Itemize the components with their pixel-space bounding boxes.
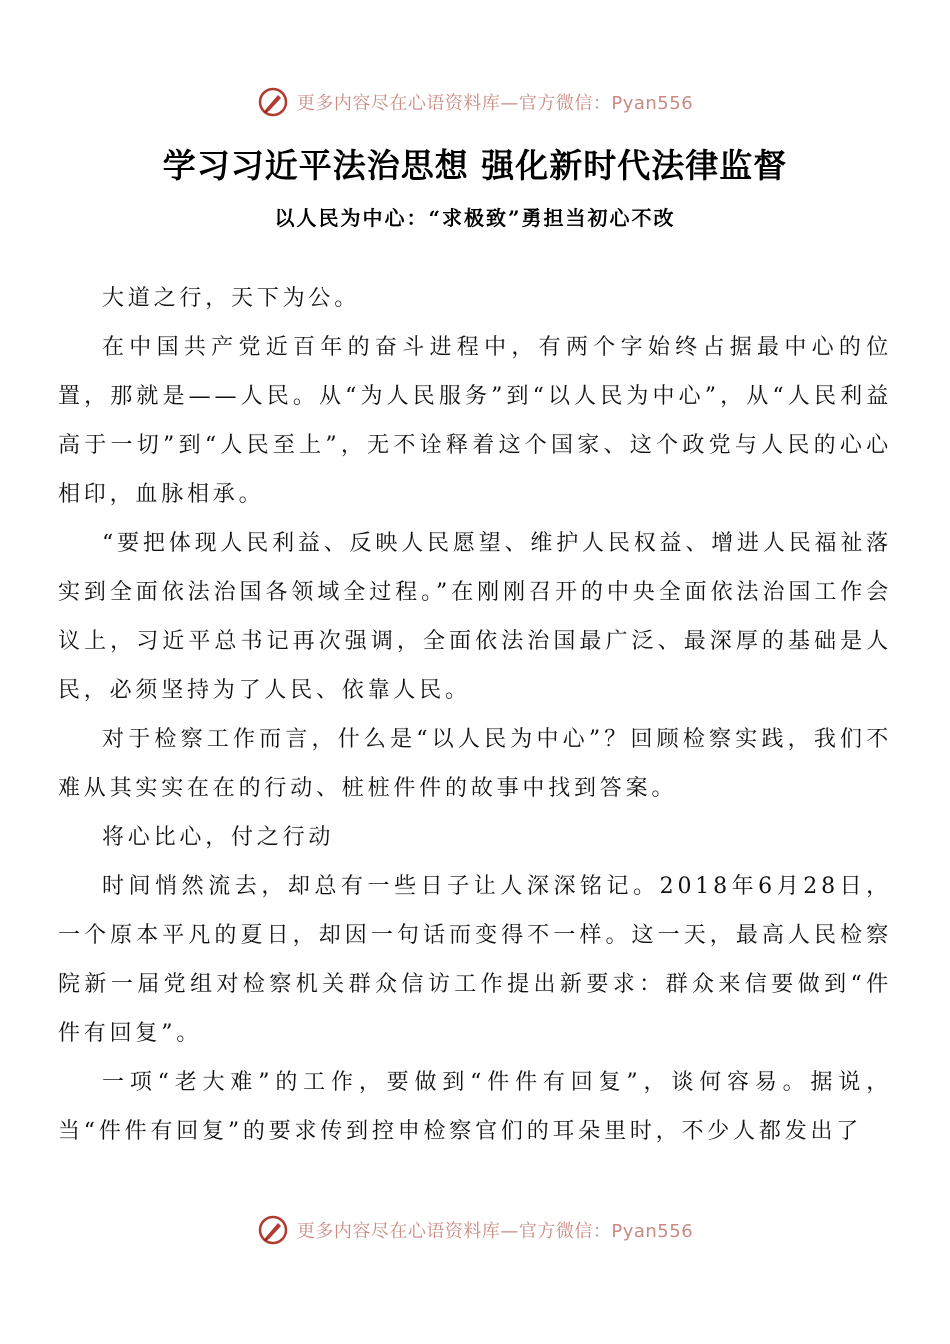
watermark-text: 更多内容尽在心语资料库—官方微信：Pyan556 (296, 93, 694, 114)
paragraph: 一项“老大难”的工作，要做到“件件有回复”，谈何容易。据说，当“件件有回复”的要求传到控申检察官们的耳朵里时，不少人都发出了 (58, 1070, 892, 1144)
paragraph: 大道之行，天下为公。 (102, 286, 361, 311)
watermark-header (0, 82, 950, 122)
paragraph: 时间悄然流去，却总有一些日子让人深深铭记。2018年6月28日，一个原本平凡的夏日，却因一句话而变得不一样。这一天，最高人民检察院新一届党组对检察机关群众信访工作提出新要求：群众来信要做到“件件有回复”。 (58, 874, 892, 1046)
document-subtitle: 以人民为中心：“求极致”勇担当初心不改 (274, 206, 676, 230)
paragraph: “要把体现人民利益、反映人民愿望、维护人民权益、增进人民福祉落实到全面依法治国各领域全过程。”在刚刚召开的中央全面依法治国工作会议上，习近平总书记再次强调，全面依法治国最广泛、最深厚的基础是人民，必须坚持为了人民、依靠人民。 (58, 531, 892, 703)
pen-logo-icon (257, 1214, 289, 1246)
watermark-text: 更多内容尽在心语资料库—官方微信：Pyan556 (296, 1221, 694, 1242)
document-body (58, 274, 892, 1156)
section-heading: 将心比心，付之行动 (102, 825, 335, 850)
paragraph: 在中国共产党近百年的奋斗进程中，有两个字始终占据最中心的位置，那就是——人民。从“为人民服务”到“以人民为中心”，从“人民利益高于一切”到“人民至上”，无不诠释着这个国家、这个政党与人民的心心相印，血脉相承。 (58, 335, 892, 507)
watermark-footer (0, 1210, 950, 1250)
paragraph: 对于检察工作而言，什么是“以人民为中心”？回顾检察实践，我们不难从其实实在在的行动、桩桩件件的故事中找到答案。 (58, 727, 892, 801)
pen-logo-icon (257, 86, 289, 118)
document-title: 学习习近平法治思想 强化新时代法律监督 (162, 146, 788, 185)
